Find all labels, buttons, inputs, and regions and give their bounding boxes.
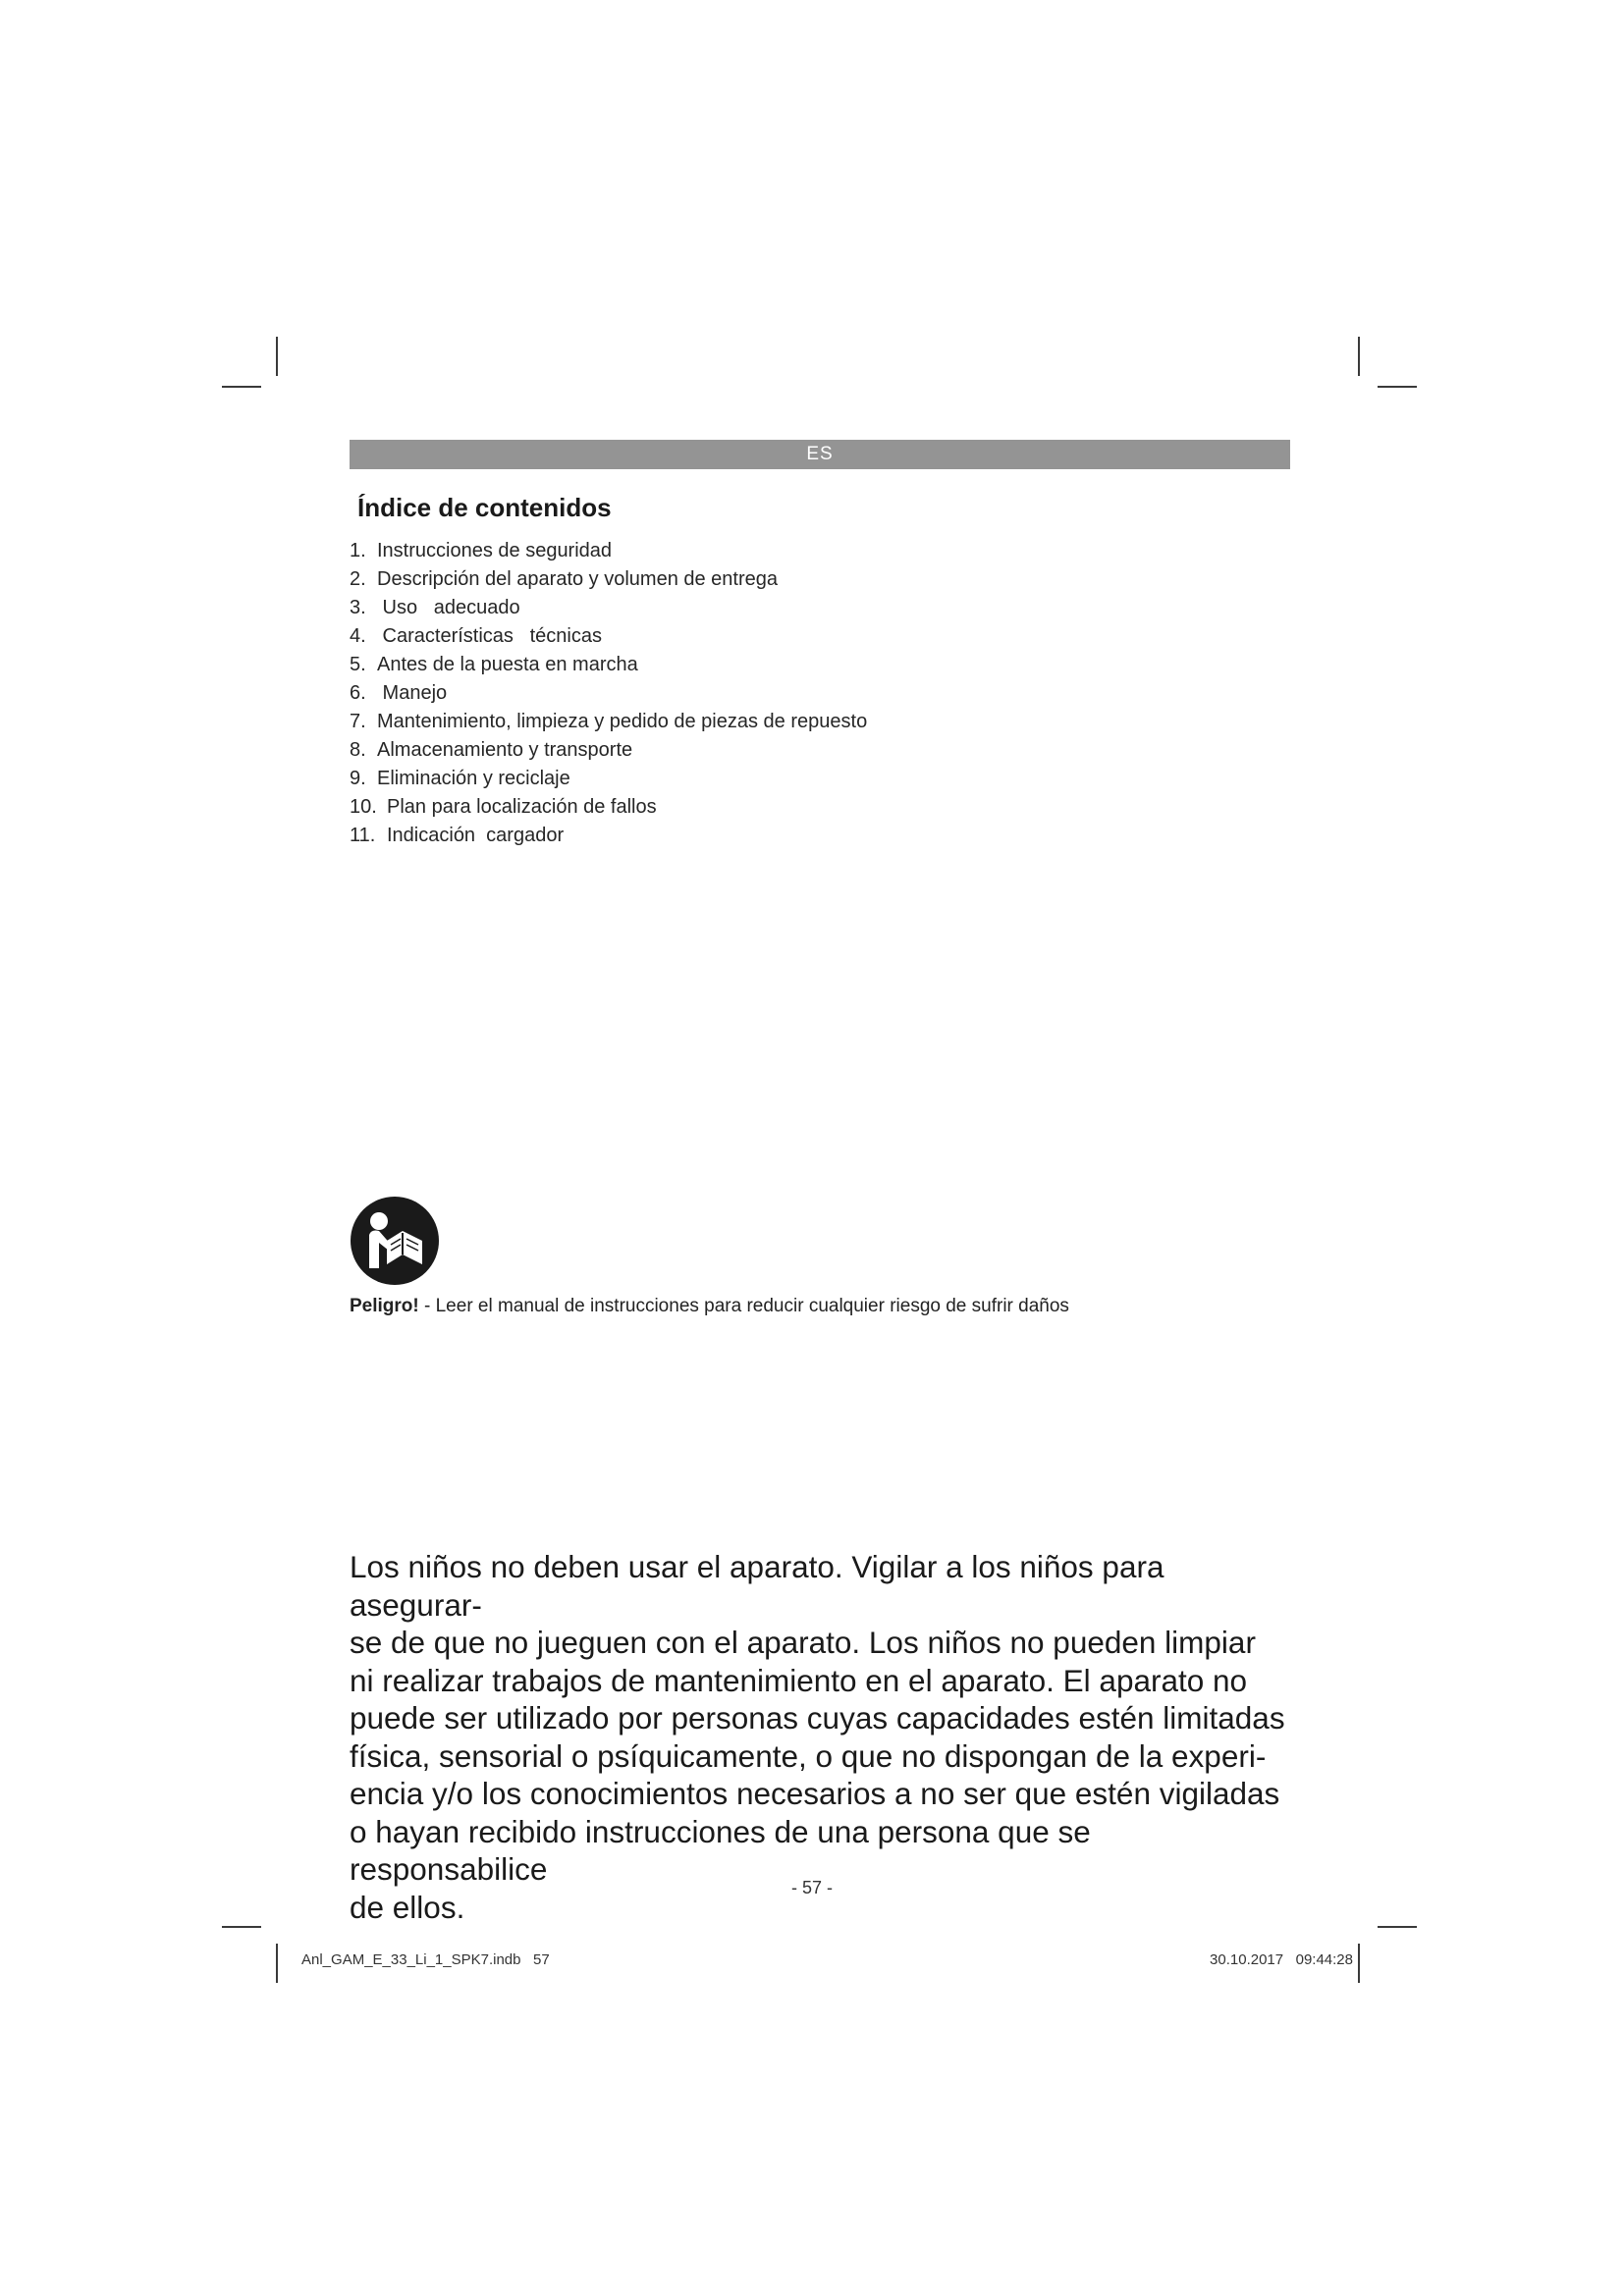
crop-mark — [1378, 386, 1417, 388]
warning-label: Peligro! — [350, 1296, 419, 1316]
toc-item: 2. Descripción del aparato y volumen de entrega — [350, 568, 779, 590]
toc-item: 4. Características técnicas — [350, 625, 602, 647]
toc-list — [350, 537, 867, 850]
toc-item: 11. Indicación cargador — [350, 825, 565, 846]
crop-mark — [276, 337, 278, 376]
children-safety-notice: Los niños no deben usar el aparato. Vigilar a los niños para asegurar- se de que no jueguen con el aparato. Los niños no pueden limpiar ni realizar trabajos de mantenimiento en el aparato. El aparato no puede ser utilizado por personas cuyas capacidades estén limitadas física, sensorial o psíquicamente, o que no dispongan de la experi- encia y/o los conocimientos necesarios a no ser que estén vigiladas o hayan recibido instrucciones de una persona que se responsabilice de ellos. — [350, 1549, 1285, 1925]
footer-file-info: Anl_GAM_E_33_Li_1_SPK7.indb 57 — [301, 1951, 550, 1968]
toc-item: 6. Manejo — [350, 682, 448, 704]
footer-timestamp: 30.10.2017 09:44:28 — [1210, 1951, 1353, 1968]
toc-item: 1. Instrucciones de seguridad — [350, 540, 613, 561]
crop-mark — [276, 1944, 278, 1983]
toc-item: 10. Plan para localización de fallos — [350, 796, 657, 818]
language-label: ES — [806, 444, 834, 464]
read-manual-icon — [350, 1196, 440, 1286]
crop-mark — [1378, 1926, 1417, 1928]
crop-mark — [222, 1926, 261, 1928]
page-number: - 57 - — [790, 1878, 833, 1897]
warning-text: - Leer el manual de instrucciones para reducir cualquier riesgo de sufrir daños — [418, 1296, 1069, 1316]
warning-notice — [350, 1296, 1069, 1317]
toc-title: Índice de contenidos — [357, 493, 612, 522]
toc-item: 7. Mantenimiento, limpieza y pedido de piezas de repuesto — [350, 711, 868, 732]
toc-item: 3. Uso adecuado — [350, 597, 520, 618]
toc-item: 5. Antes de la puesta en marcha — [350, 654, 638, 675]
toc-item: 9. Eliminación y reciclaje — [350, 768, 570, 789]
crop-mark — [1358, 337, 1360, 376]
language-header-bar — [350, 440, 1290, 469]
crop-mark — [222, 386, 261, 388]
crop-mark — [1358, 1944, 1360, 1983]
toc-item: 8. Almacenamiento y transporte — [350, 739, 633, 761]
